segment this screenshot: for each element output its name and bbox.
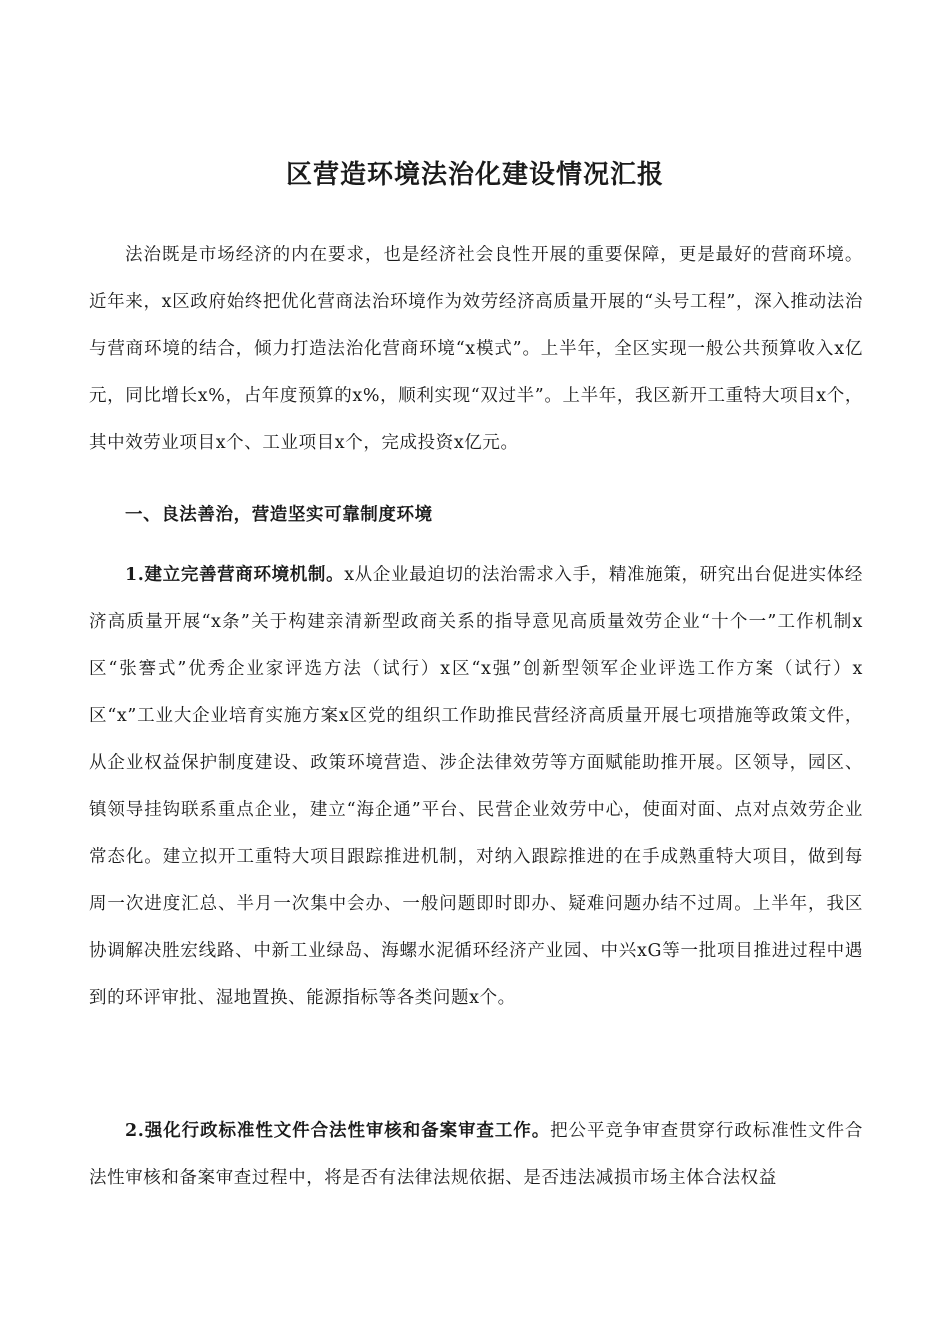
item-paragraph-1 bbox=[89, 552, 863, 1022]
item-1-lead: 1.建立完善营商环境机制。 bbox=[125, 565, 345, 585]
intro-paragraph: 法治既是市场经济的内在要求，也是经济社会良性开展的重要保障，更是最好的营商环境。近年来，x区政府始终把优化营商法治环境作为效劳经济高质量开展的“头号工程”，深入推动法治与营商环境的结合，倾力打造法治化营商环境“x模式”。上半年，全区实现一般公共预算收入x亿元，同比增长x%，占年度预算的x%，顺利实现“双过半”。上半年，我区新开工重特大项目x个，其中效劳业项目x个、工业项目x个，完成投资x亿元。 bbox=[89, 245, 863, 453]
section-heading-1: 一、良法善治，营造坚实可靠制度环境 bbox=[125, 505, 433, 525]
item-2-lead: 2.强化行政标准性文件合法性审核和备案审查工作。 bbox=[125, 1121, 551, 1141]
item-paragraph-2 bbox=[89, 1108, 863, 1202]
document-title: 区营造环境法治化建设情况汇报 bbox=[285, 160, 664, 190]
item-2-text: 把公平竞争审查贯穿行政标准性文件合法性审核和备案审查过程中，将是否有法律法规依据、是否违法减损市场主体合法权益 bbox=[89, 1121, 864, 1188]
item-1-text: x从企业最迫切的法治需求入手，精准施策，研究出台促进实体经济高质量开展“x条”关于构建亲清新型政商关系的指导意见高质量效劳企业“十个一”工作机制x区“张謇式”优秀企业家评选方法（试行）x区“x强”创新型领军企业评选工作方案（试行）x区“x”工业大企业培育实施方案x区党的组织工作助推民营经济高质量开展七项措施等政策文件，从企业权益保护制度建设、政策环境营造、涉企法律效劳等方面赋能助推开展。区领导，园区、镇领导挂钩联系重点企业，建立“海企通”平台、民营企业效劳中心，使面对面、点对点效劳企业常态化。建立拟开工重特大项目跟踪推进机制，对纳入跟踪推进的在手成熟重特大项目，做到每周一次进度汇总、半月一次集中会办、一般问题即时即办、疑难问题办结不过周。上半年，我区协调解决胜宏线路、中新工业绿岛、海螺水泥循环经济产业园、中兴xG等一批项目推进过程中遇到的环评审批、湿地置换、能源指标等各类问题x个。 bbox=[89, 565, 863, 1008]
